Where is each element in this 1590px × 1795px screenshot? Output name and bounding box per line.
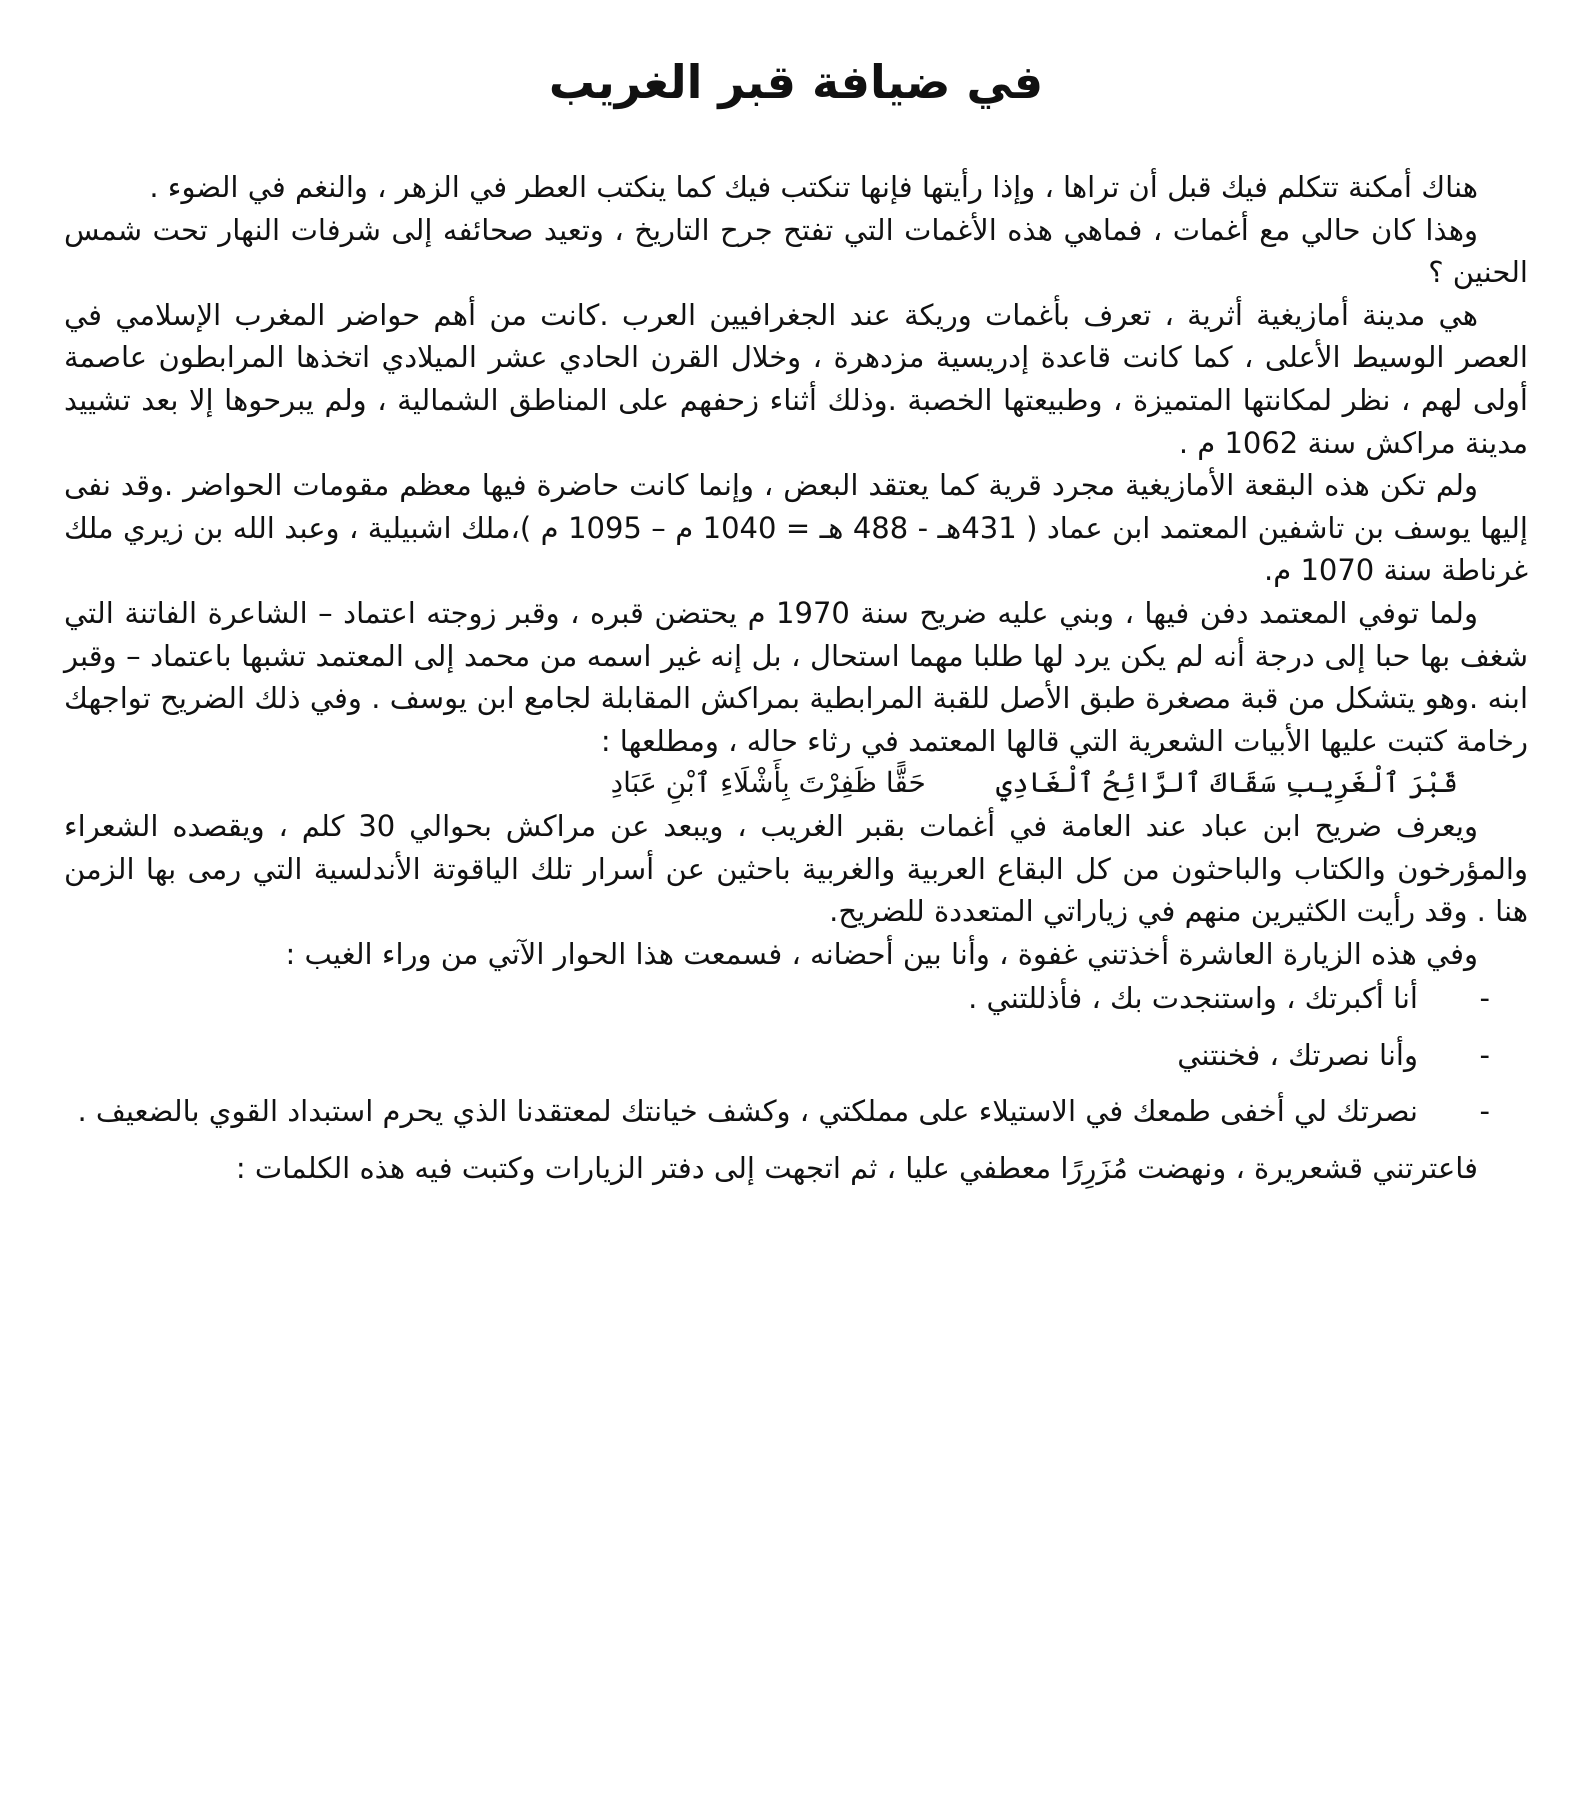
paragraph: ولما توفي المعتمد دفن فيها ، وبني عليه ضريح سنة 1970 م يحتضن قبره ، وقبر زوجته اعتماد – الشاعرة الفاتنة التي شغف بها حبا إلى درجة أنه لم يكن يرد لها طلبا مهما استحال ، بل إنه غير اسمه من محمد إلى المعتمد تشبها باعتماد – وقبر ابنه .وهو يتشكل من قبة مصغرة طبق الأصل للقبة المرابطية بمراكش المقابلة لجامع ابن يوسف . وفي ذلك الضريح تواجهك رخامة كتبت عليها الأبيات الشعرية التي قالها المعتمد في رثاء حاله ، ومطلعها : <box>64 595 1528 758</box>
dialogue-list <box>64 977 1528 1133</box>
verse-first-hemistich: قَبْرَ ٱلْغَرِيبِ سَقَاكَ ٱلرَّائِحُ ٱلْغَادِي <box>995 766 1458 800</box>
poem-verse <box>64 762 1528 805</box>
verse-second-hemistich: حَقًّا ظَفِرْتَ بِأَشْلَاءِ ٱبْنِ عَبَادِ <box>610 766 926 800</box>
paragraph: وهذا كان حالي مع أغمات ، فماهي هذه الأغمات التي تفتح جرح التاريخ ، وتعيد صحائفه إلى شرفات النهار تحت شمس الحنين ؟ <box>64 212 1528 290</box>
paragraph: هي مدينة أمازيغية أثرية ، تعرف بأغمات وريكة عند الجغرافيين العرب .كانت من أهم حواضر المغرب الإسلامي في العصر الوسيط الأعلى ، كما كانت قاعدة إدريسية مزدهرة ، وخلال القرن الحادي عشر الميلادي اتخذها المرابطون عاصمة أولى لهم ، نظر لمكانتها المتميزة ، وطبيعتها الخصبة .وذلك أثناء زحفهم على المناطق الشمالية ، ولم يبرحوها إلا بعد تشييد مدينة مراكش سنة 1062 م . <box>64 297 1528 460</box>
dialogue-text: نصرتك لي أخفى طمعك في الاستيلاء على مملكتي ، وكشف خيانتك لمعتقدنا الذي يحرم استبداد القوي بالضعيف . <box>77 1094 1418 1129</box>
dialogue-item <box>64 977 1528 1020</box>
dialogue-item <box>64 1034 1528 1077</box>
document-title: في ضيافة قبر الغريب <box>548 55 1044 109</box>
dialogue-dash: - <box>1479 981 1490 1016</box>
paragraph: هناك أمكنة تتكلم فيك قبل أن تراها ، وإذا رأيتها فإنها تنكتب فيك كما ينكتب العطر في الزهر ، والنغم في الضوء . <box>149 170 1478 204</box>
paragraph: ويعرف ضريح ابن عباد عند العامة في أغمات بقبر الغريب ، ويبعد عن مراكش بحوالي 30 كلم ، ويقصده الشعراء والمؤرخون والكتاب والباحثون من كل البقاع العربية والغربية باحثين عن أسرار تلك الياقوتة الأندلسية التي رمى بها الزمن هنا . وقد رأيت الكثيرين منهم في زياراتي المتعددة للضريح. <box>64 808 1528 929</box>
dialogue-item <box>64 1090 1528 1133</box>
document-body <box>64 166 1528 1190</box>
dialogue-dash: - <box>1479 1094 1490 1129</box>
dialogue-text: أنا أكبرتك ، واستنجدت بك ، فأذللتني . <box>968 981 1418 1016</box>
dialogue-text: وأنا نصرتك ، فخنتني <box>1177 1037 1418 1072</box>
closing-paragraph: فاعترتني قشعريرة ، ونهضت مُزَرِرًا معطفي عليا ، ثم اتجهت إلى دفتر الزيارات وكتبت فيه هذه الكلمات : <box>235 1151 1478 1186</box>
paragraph: وفي هذه الزيارة العاشرة أخذتني غفوة ، وأنا بين أحضانه ، فسمعت هذا الحوار الآتي من وراء الغيب : <box>285 936 1478 971</box>
paragraph: ولم تكن هذه البقعة الأمازيغية مجرد قرية كما يعتقد البعض ، وإنما كانت حاضرة فيها معظم مقومات الحواضر .وقد نفى إليها يوسف بن تاشفين المعتمد ابن عماد ( 431هـ - 488 هـ = 1040 م – 1095 م )،ملك اشبيلية ، وعبد الله بن زيري ملك غرناطة سنة 1070 م. <box>64 468 1528 588</box>
dialogue-dash: - <box>1479 1037 1490 1072</box>
